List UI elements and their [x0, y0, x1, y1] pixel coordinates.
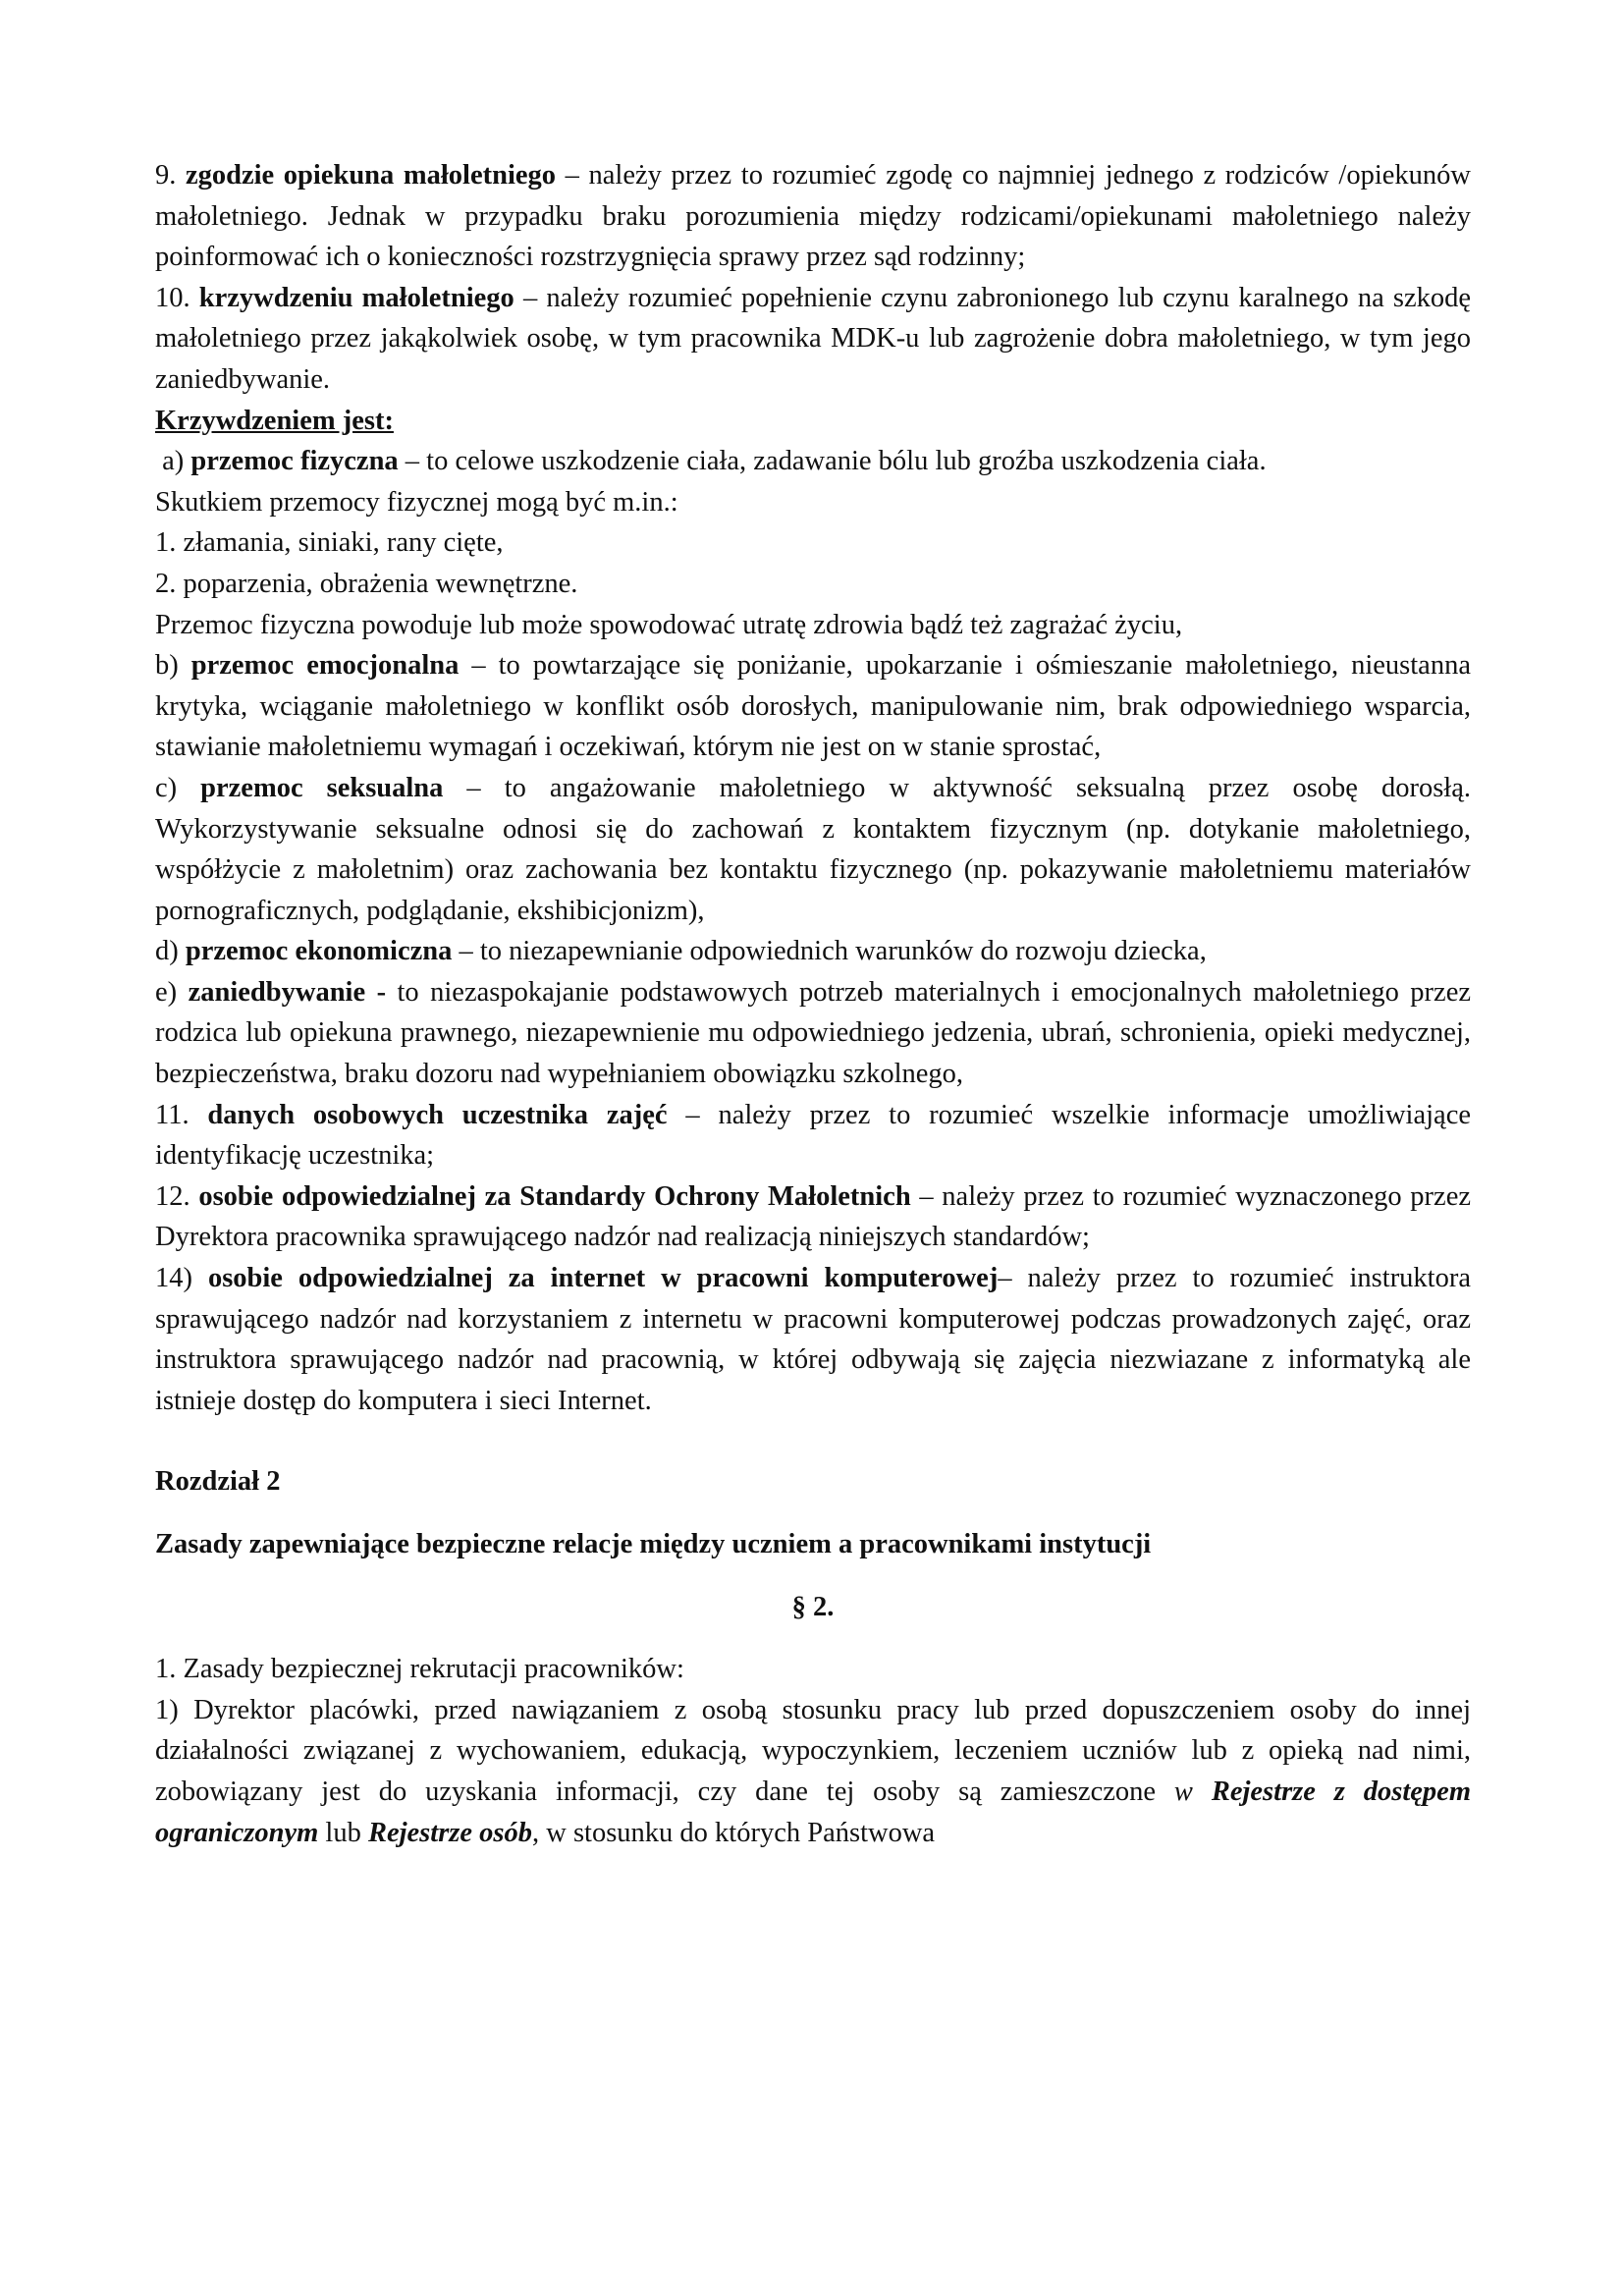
chapter-title: Zasady zapewniające bezpieczne relacje między uczniem a pracownikami instytucji — [155, 1529, 1152, 1559]
recruitment-item-1: 1) Dyrektor placówki, przed nawiązaniem z osobą stosunku pracy lub przed dopuszczeniem osoby do innej działalności związanej z wychowaniem, edukacją, wypoczynkiem, leczeniem uczniów lub z opieką nad nimi, zobowiązany jest do uzyskania informacji, czy dane tej osoby są zamieszczone w Rejestrze z dostępem ograniczonym lub Rejestrze osób, w stosunku do których Państwowa — [155, 1694, 1471, 1848]
spacer — [155, 1503, 1471, 1524]
definition-9: 9. zgodzie opiekuna małoletniego – należy przez to rozumieć zgodę co najmniej jednego z rodziców /opiekunów małoletniego. Jednak w przypadku braku porozumienia między rodzicami/opiekunami małoletniego należy poinformować ich o konieczności rozstrzygnięcia sprawy przez sąd rodzinny; — [155, 160, 1471, 273]
spacer — [155, 1565, 1471, 1587]
harm-e: e) zaniedbywanie - to niezaspokajanie podstawowych potrzeb materialnych i emocjonalnych małoletniego przez rodzica lub opiekuna prawnego, niezapewnienie mu odpowiedniego jedzenia, ubrań, schronienia, opieki medycznej, bezpieczeństwa, braku dozoru nad wypełnianiem obowiązku szkolnego, — [155, 976, 1471, 1090]
definition-12: 12. osobie odpowiedzialnej za Standardy Ochrony Małoletnich – należy przez to rozumieć wyznaczonego przez Dyrektora pracownika sprawującego nadzór nad realizacją niniejszych standardów; — [155, 1180, 1471, 1253]
harm-a-effect-1: 1. złamania, siniaki, rany cięte, — [155, 527, 504, 559]
harm-d: d) przemoc ekonomiczna – to niezapewnianie odpowiednich warunków do rozwoju dziecka, — [155, 936, 1207, 967]
definition-11: 11. danych osobowych uczestnika zajęć – należy przez to rozumieć wszelkie informacje umożliwiające identyfikację uczestnika; — [155, 1099, 1471, 1172]
chapter-label: Rozdział 2 — [155, 1466, 281, 1498]
definition-14: 14) osobie odpowiedzialnej za internet w pracowni komputerowej– należy przez to rozumieć instruktora sprawującego nadzór nad korzystaniem z internetu w pracowni komputerowej podczas prowadzonych zajęć, oraz instruktora sprawującego nadzór nad pracownią, w której odbywają się zajęcia niezwiazane z informatyką ale istnieje dostęp do komputera i sieci Internet. — [155, 1263, 1471, 1416]
definition-term: krzywdzeniu małoletniego — [198, 282, 514, 313]
section-number: § 2. — [791, 1591, 835, 1622]
spacer — [155, 1627, 1471, 1649]
document-page — [155, 155, 1471, 1853]
recruitment-intro: 1. Zasady bezpiecznej rekrutacji pracowników: — [155, 1654, 684, 1685]
harm-c: c) przemoc seksualna – to angażowanie małoletniego w aktywność seksualną przez osobę dorosłą. Wykorzystywanie seksualne odnosi się do zachowań z kontaktem fizycznym (np. dotykanie małoletniego, współżycie z małoletnim) oraz zachowania bez kontaktu fizycznego (np. pokazywanie małoletniemu materiałów pornograficznych, podglądanie, ekshibicjonizm), — [155, 772, 1471, 926]
harm-a-closing: Przemoc fizyczna powoduje lub może spowodować utratę zdrowia bądź też zagrażać życiu, — [155, 609, 1183, 640]
spacer — [155, 1421, 1471, 1461]
harm-b: b) przemoc emocjonalna – to powtarzające się poniżanie, upokarzanie i ośmieszanie małoletniego, nieustanna krytyka, wciąganie małoletniego w konflikt osób dorosłych, manipulowanie nim, brak odpowiedniego wsparcia, stawianie małoletniemu wymagań i oczekiwań, którym nie jest on w stanie sprostać, — [155, 650, 1471, 763]
harm-heading: Krzywdzeniem jest: — [155, 405, 394, 436]
harm-a-effect-2: 2. poparzenia, obrażenia wewnętrzne. — [155, 568, 578, 599]
definition-term: zgodzie opiekuna małoletniego — [185, 160, 557, 191]
harm-a: a) przemoc fizyczna – to celowe uszkodzenie ciała, zadawanie bólu lub groźba uszkodzenia ciała. — [155, 446, 1267, 477]
definition-10: 10. krzywdzeniu małoletniego – należy rozumieć popełnienie czynu zabronionego lub czynu karalnego na szkodę małoletniego przez jakąkolwiek osobę, w tym pracownika MDK-u lub zagrożenie dobra małoletniego, w tym jego zaniedbywanie. — [155, 282, 1472, 395]
harm-a-effects-intro: Skutkiem przemocy fizycznej mogą być m.in.: — [155, 486, 678, 518]
